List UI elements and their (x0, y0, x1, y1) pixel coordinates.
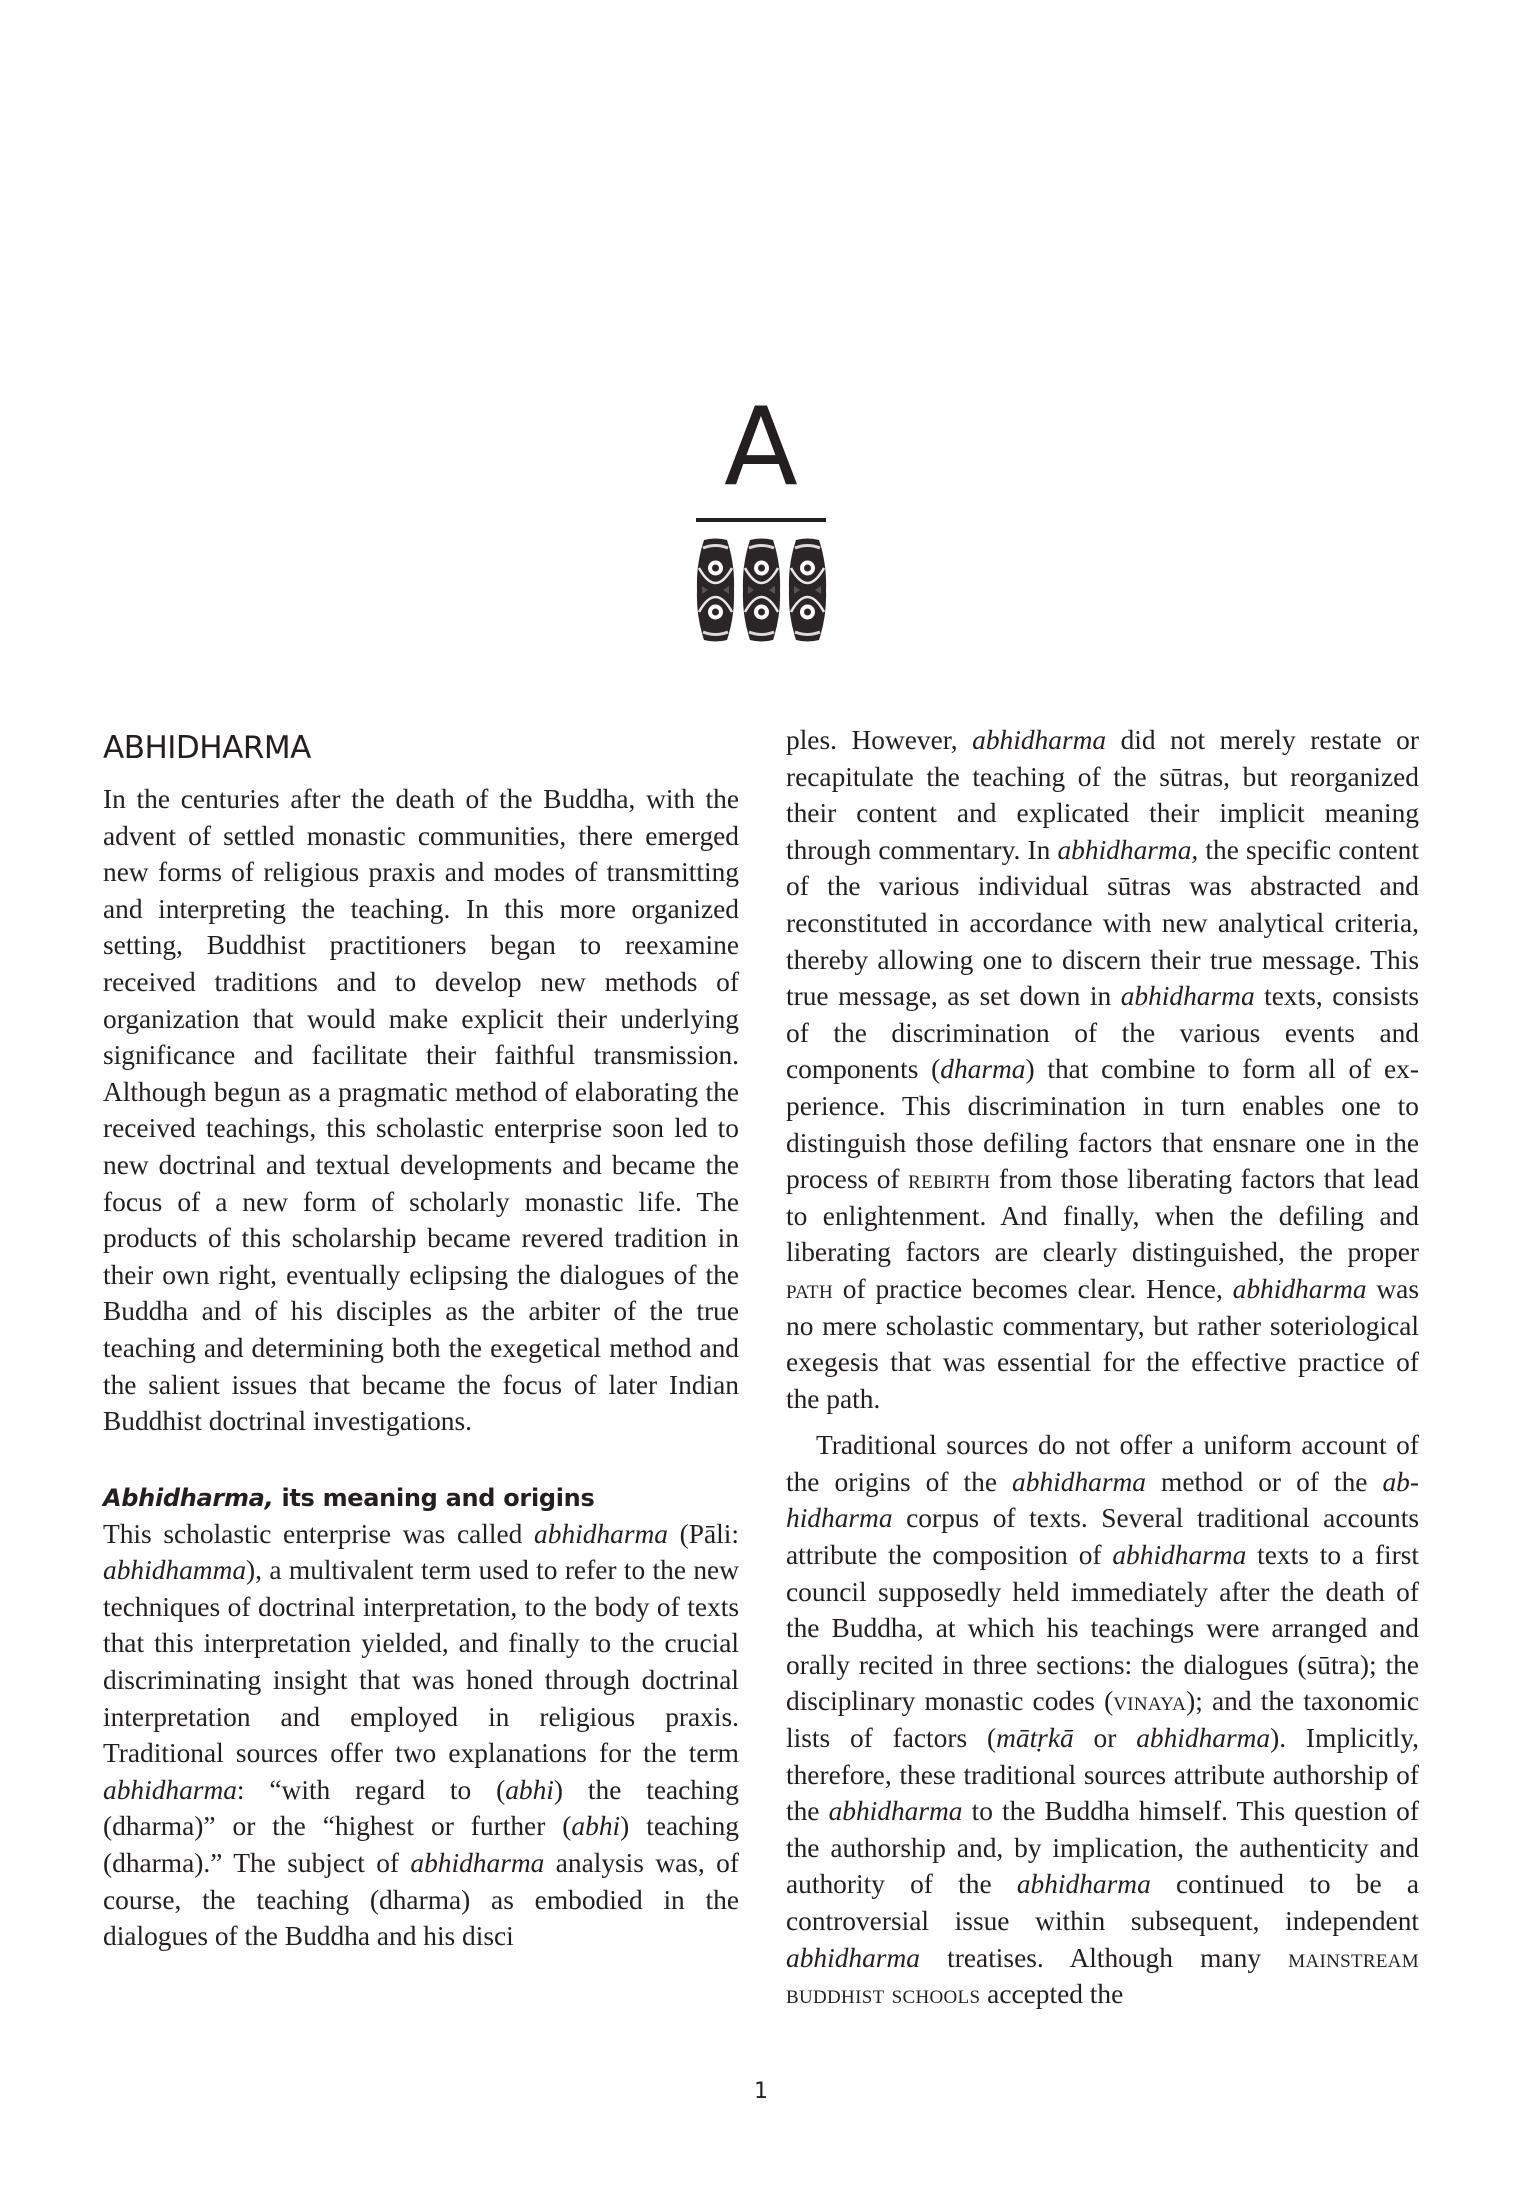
text-run: ) teaching (dharma).” The subject of (103, 1811, 740, 1879)
term: abhidharma (828, 1796, 963, 1827)
subheading-italic: Abhidharma, (103, 1483, 274, 1512)
term: mātṛkā (996, 1723, 1074, 1754)
section-letter: A (724, 385, 798, 510)
text-run: texts to a first council supposedly held immediately after the death of the Buddha, at which his teachings were arranged and orally recited in three sections: the dialogues (sūtra); the disciplinary monastic codes ( (786, 1540, 1419, 1717)
text-run: mainstream (1288, 1942, 1419, 1973)
text-run (884, 1979, 891, 2009)
text-run: the specific content of the various individual sūtras was abstracted and reconstituted in accordance with new analytical criteria, thereby allowing one to discern their true message. This true message, as set down in (786, 834, 1419, 1012)
term: abhidharma (534, 1518, 668, 1549)
text-run: from those liberating factors that lead to enlightenment. And finally, when the defiling and liberating factors are clearly distinguished, the proper (786, 1164, 1419, 1268)
text-run: uddhist (798, 1979, 885, 2010)
term: abhidharma (1120, 981, 1255, 1012)
term: abhi (505, 1774, 554, 1805)
text-run: ). Implicitly, therefore, these traditional sources attribute authorship of the (786, 1723, 1419, 1827)
text-run: method or of the (1145, 1466, 1383, 1497)
dzi-beads-ornament (696, 538, 828, 642)
text-run: to the Buddha himself. This question of the authorship and, by implication, the authenticity and authority of the (786, 1796, 1419, 1900)
term: dharma (940, 1054, 1026, 1085)
subheading-rest: its meaning and origins (273, 1483, 595, 1512)
text-run: corpus of texts. Several traditional accounts attribute the composition of (786, 1503, 1419, 1571)
term: abhidharma, (1057, 834, 1199, 865)
cross-reference-path[interactable]: path (786, 1273, 833, 1304)
text-run: This scholastic enterprise was called (103, 1518, 535, 1549)
meaning-paragraph-continued (786, 722, 1419, 1417)
text-run: ), a multivalent term used to refer to the new techniques of doctrinal interpretation, to the body of texts that this interpretation yielded, and finally to the crucial discriminating insight that was honed through doctrinal interpretation and employed in religious praxis. Traditional sources offer two explanations for the term (103, 1555, 739, 1769)
text-run: schools (891, 1979, 981, 2010)
ornament-rule (696, 518, 826, 522)
text-run: ) that combine to form all of experience. This discrimination in turn enables one to distinguish those defiling factors that ensnare one in the process of (786, 1054, 1419, 1195)
text-run: of practice becomes clear. Hence, (832, 1273, 1233, 1304)
term: abhidhamma (103, 1555, 247, 1586)
text-run: ); and the taxonomic lists of factors ( (786, 1686, 1419, 1754)
term: abhidharma (786, 1466, 1419, 1534)
right-column (786, 722, 1419, 2013)
term: abhidharma (1012, 1466, 1146, 1497)
text-run: was no mere scholastic commentary, but rather soteriological exegesis that was essential for the effective practice of the path. (786, 1273, 1419, 1414)
text-run: (Pāli: (667, 1518, 739, 1549)
text-run: accepted the (980, 1979, 1124, 2010)
intro-paragraph: In the centuries after the death of the Buddha, with the advent of settled monastic communities, there emerged new forms of religious praxis and modes of transmitting and interpreting the teaching. In this more organized setting, Buddhist practitioners began to reexamine received traditions and to develop new methods of organization that would make explicit their underlying significance and facilitate their faithful transmission. Although begun as a pragmatic method of elaborating the received teachings, this scholastic enterprise soon led to new doctrinal and textual developments and became the focus of a new form of scholarly monastic life. The products of this scholarship became revered tradition in their own right, eventually eclipsing the dialogues of the Buddha and of his disciples as the arbiter of the true teaching and determining both the exegetical method and the salient issues that became the focus of later Indian Buddhist doctrinal investigations. (103, 784, 739, 1437)
dzi-bead-icon (742, 538, 781, 642)
term: abhidharma (1136, 1723, 1271, 1754)
text-run: continued to be a controversial issue within subsequent, independent (786, 1869, 1419, 1936)
cross-reference-vinaya[interactable]: vinaya (1113, 1686, 1187, 1717)
term: abhi (571, 1811, 621, 1842)
text-run: ) the teaching (dharma)” or the “highest or further ( (103, 1774, 739, 1842)
cross-reference-rebirth[interactable]: rebirth (908, 1164, 991, 1195)
term: abhidharma (1112, 1540, 1247, 1571)
section-subheading (103, 1482, 739, 1514)
text-run: ples. However, (786, 725, 973, 755)
term: abhidharma (786, 1942, 920, 1973)
meaning-paragraph-start (103, 1516, 739, 1955)
text-run: : “with regard to ( (236, 1774, 506, 1805)
term: abhidharma (972, 725, 1107, 755)
text-run: did not merely restate or recapitulate the teaching of the sūtras, but reorganized their content and explicated their implicit meaning through commentary. In (786, 725, 1420, 865)
term: abhidharma (410, 1848, 545, 1879)
term: abhidharma (103, 1774, 237, 1805)
text-run: texts, consists of the discrimination of the various events and components ( (786, 981, 1419, 1085)
dzi-bead-icon (788, 538, 827, 642)
term: abhidharma (1232, 1273, 1367, 1304)
left-column (103, 728, 739, 1955)
text-run: or (1073, 1723, 1137, 1754)
origins-paragraph (786, 1427, 1419, 2013)
entry-title: ABHIDHARMA (103, 730, 311, 766)
text-run: treatises. Although many (919, 1942, 1289, 1973)
term: abhidharma (1016, 1869, 1151, 1900)
page-number: 1 (754, 2079, 768, 2104)
dzi-bead-icon (696, 538, 735, 642)
text-run: analysis was, of course, the teaching (dharma) as embodied in the dialogues of the Buddha and his disci (103, 1848, 739, 1952)
text-run: b (786, 1979, 799, 2010)
text-run: Traditional sources do not offer a uniform account of the origins of the (786, 1430, 1419, 1497)
